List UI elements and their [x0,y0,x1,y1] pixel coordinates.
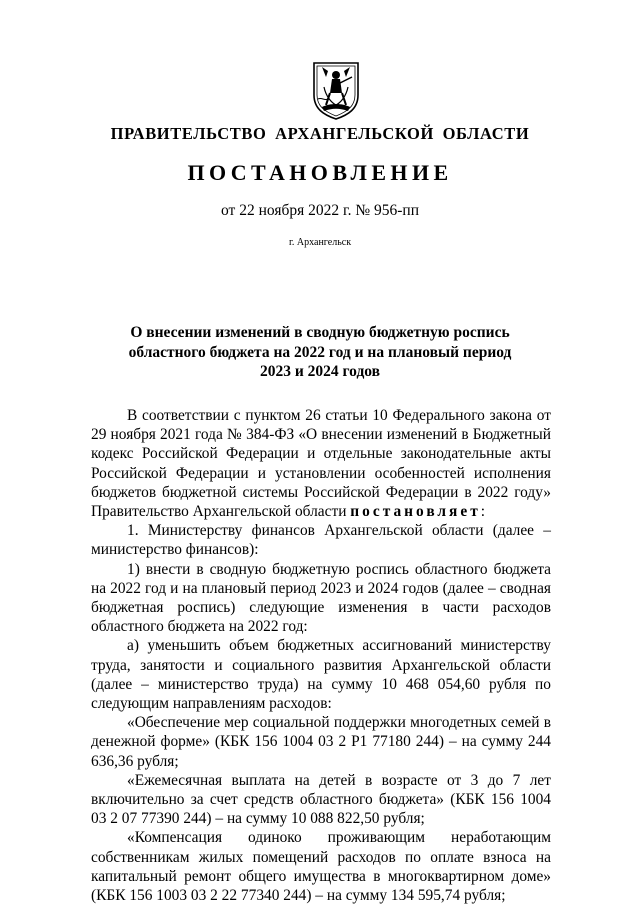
expense-item-1: «Обеспечение мер социальной поддержки многодетных семей в денежной форме» (КБК 156 1004 03 2 Р1 77180 244) – на сумму 244 636,36 рубля; [91,714,551,770]
document-body [91,406,551,905]
document-type: ПОСТАНОВЛЕНИЕ [187,160,453,185]
preamble-paragraph [91,406,551,521]
decree-verb: постановляет [350,503,481,521]
subject-line-2: областного бюджета на 2022 год и на плановый период [128,343,512,361]
preamble-text: В соответствии с пунктом 26 статьи 10 Федерального закона от 29 ноября 2021 года № 384-ФЗ «О внесении изменений в Бюджетный кодекс Российской Федерации и отдельные законодательные акты Российской Федерации и установлении особенностей исполнения бюджетов бюджетной системы Российской Федерации в 2022 году» Правительство Архангельской области [91,407,551,521]
expense-item-2: «Ежемесячная выплата на детей в возрасте от 3 до 7 лет включительно за счет средств областного бюджета» (КБК 156 1004 03 2 07 77390 244) – на сумму 10 088 822,50 рубля; [91,771,551,828]
document-date-number: от 22 ноября 2022 г. № 956-пп [221,202,419,219]
document-city: г. Архангельск [288,237,352,248]
organization-name: ПРАВИТЕЛЬСТВО АРХАНГЕЛЬСКОЙ ОБЛАСТИ [110,124,530,143]
item-1-paragraph: 1. Министерству финансов Архангельской области (далее – министерство финансов): [91,522,551,559]
coat-of-arms-icon [308,57,364,121]
document-subject [100,323,540,382]
preamble-end: : [480,503,486,521]
subject-line-3: 2023 и 2024 годов [259,363,381,380]
expense-item-3: «Компенсация одиноко проживающим неработающим собственникам жилых помещений расходов по оплате взноса на капитальный ремонт общего имущества в многоквартирном доме» (КБК 156 1003 03 2 22 77340 244) – на сумму 134 595,74 рубля; [91,829,551,905]
subject-line-1: О внесении изменений в сводную бюджетную роспись [130,324,510,341]
subitem-1-paragraph: 1) внести в сводную бюджетную роспись областного бюджета на 2022 год и на плановый период 2023 и 2024 годов (далее – сводная бюджетная роспись) следующие изменения в части расходов областного бюджета на 2022 год: [91,560,551,636]
subitem-a-paragraph: а) уменьшить объем бюджетных ассигнований министерству труда, занятости и социального развития Архангельской области (далее – министерство труда) на сумму 10 468 054,60 рубля по следующим направлениям расходов: [91,637,551,713]
